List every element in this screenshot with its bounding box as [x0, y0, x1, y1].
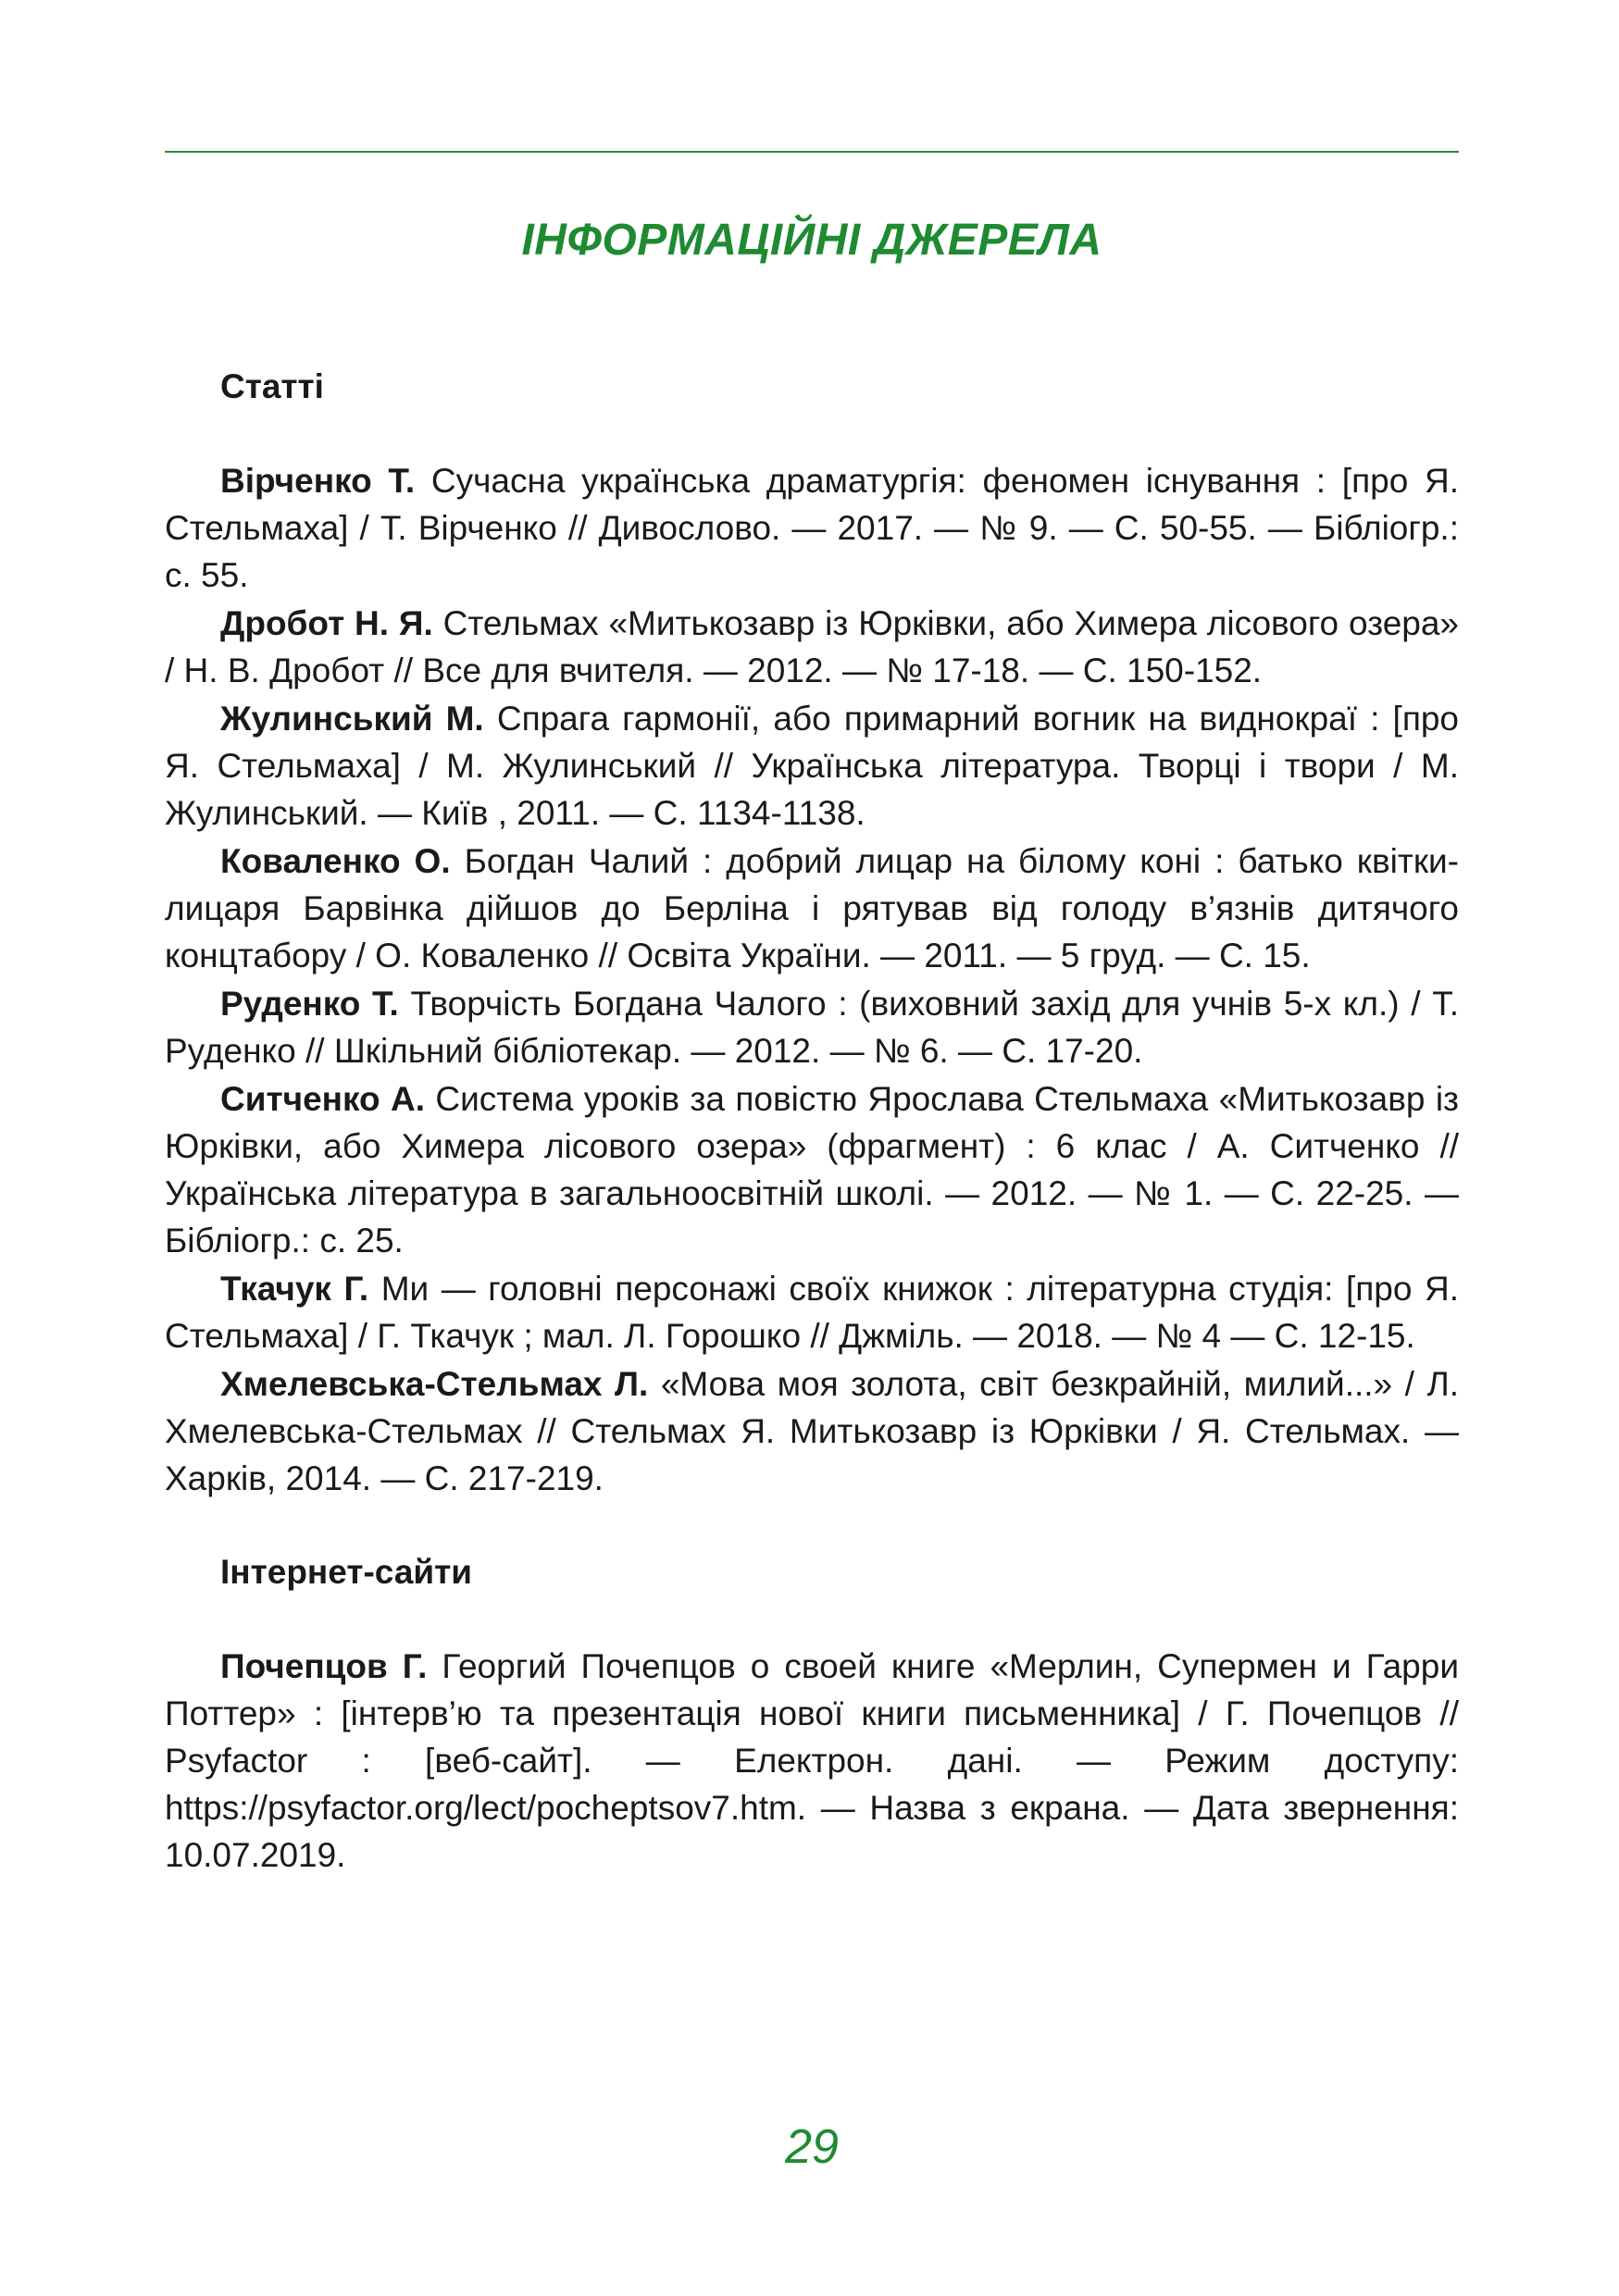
articles-heading: Статті	[220, 367, 324, 405]
page-number: 29	[785, 2120, 839, 2174]
entry-text: Сучасна українська драматургія: феномен існування : [про Я. Стельмаха] / Т. Вірченко // Дивослово. — 2017. — № 9. — С. 50-55. — Бібліогр.: с. 55.	[165, 462, 1459, 594]
entry-text: Система уроків за повістю Ярослава Стельмаха «Митькозавр із Юрківки, або Химера лісового озера» (фрагмент) : 6 клас / А. Ситченко // Українська література в загальноосвітній школі. — 2012. — № 1. — С. 22-25. — Бібліогр.: с. 25.	[165, 1080, 1460, 1260]
entry-text: Спрага гармонії, або примарний вогник на виднокраї : [про Я. Стельмаха] / М. Жулинський // Українська література. Творці і твори / М. Жулинський. — Київ , 2011. — С. 1134-1138.	[165, 700, 1460, 832]
entry-author: Коваленко О.	[220, 842, 451, 880]
entry-text: Богдан Чалий : добрий лицар на білому коні : батько квітки-лицаря Барвінка дійшов до Берліна і рятував від голоду в’язнів дитячого концтабору / О. Коваленко // Освіта України. — 2011. — 5 груд. — С. 15.	[165, 842, 1459, 974]
websites-list	[165, 1643, 1459, 1879]
entry-author: Ситченко А.	[220, 1080, 425, 1118]
list-item	[165, 695, 1459, 837]
list-item	[165, 457, 1459, 599]
entry-text: Стельмах «Митькозавр із Юрківки, або Химера лісового озера» / Н. В. Дробот // Все для вчителя. — 2012. — № 17-18. — С. 150-152.	[165, 604, 1460, 689]
list-item	[165, 980, 1459, 1074]
entry-text: «Мова моя золота, світ безкрайній, милий...» / Л. Хмелевська-Стельмах // Стельмах Я. Митькозавр із Юрківки / Я. Стельмах. — Харків, 2014. — С. 217-219.	[165, 1365, 1460, 1497]
entry-text: Ми — головні персонажі своїх книжок : літературна студія: [про Я. Стельмаха] / Г. Ткачук ; мал. Л. Горошко // Джміль. — 2018. — № 4 — С. 12-15.	[165, 1270, 1460, 1355]
entry-text: Творчість Богдана Чалого : (виховний захід для учнів 5-х кл.) / Т. Руденко // Шкільний бібліотекар. — 2012. — № 6. — С. 17-20.	[165, 985, 1460, 1070]
entry-author: Руденко Т.	[220, 985, 399, 1023]
list-item	[165, 600, 1459, 694]
page-title: ІНФОРМАЦІЙНІ ДЖЕРЕЛА	[521, 216, 1102, 265]
list-item	[165, 1265, 1459, 1359]
list-item	[165, 838, 1459, 979]
entry-author: Жулинський М.	[220, 700, 484, 738]
entry-author: Вірченко Т.	[220, 462, 416, 500]
list-item	[165, 1360, 1459, 1502]
entry-author: Хмелевська-Стельмах Л.	[220, 1365, 649, 1403]
list-item	[165, 1643, 1459, 1879]
list-item	[165, 1075, 1459, 1264]
entry-author: Почепцов Г.	[220, 1647, 428, 1685]
entry-author: Дробот Н. Я.	[220, 604, 433, 642]
websites-heading: Інтернет-сайти	[220, 1553, 473, 1591]
articles-list	[165, 457, 1459, 1502]
entry-text: Георгий Почепцов о своей книге «Мерлин, Супермен и Гарри Поттер» : [інтерв’ю та презентація нової книги письменника] / Г. Почепцов // Psyfactor : [веб-сайт]. — Електрон. дані. — Режим доступу: https://psyfactor.org/lect/pocheptsov7.htm. — Назва з екрана. — Дата звернення: 10.07.2019.	[165, 1647, 1460, 1874]
sources-content	[165, 363, 1459, 1880]
entry-author: Ткачук Г.	[220, 1270, 369, 1308]
header-rule	[165, 151, 1459, 153]
